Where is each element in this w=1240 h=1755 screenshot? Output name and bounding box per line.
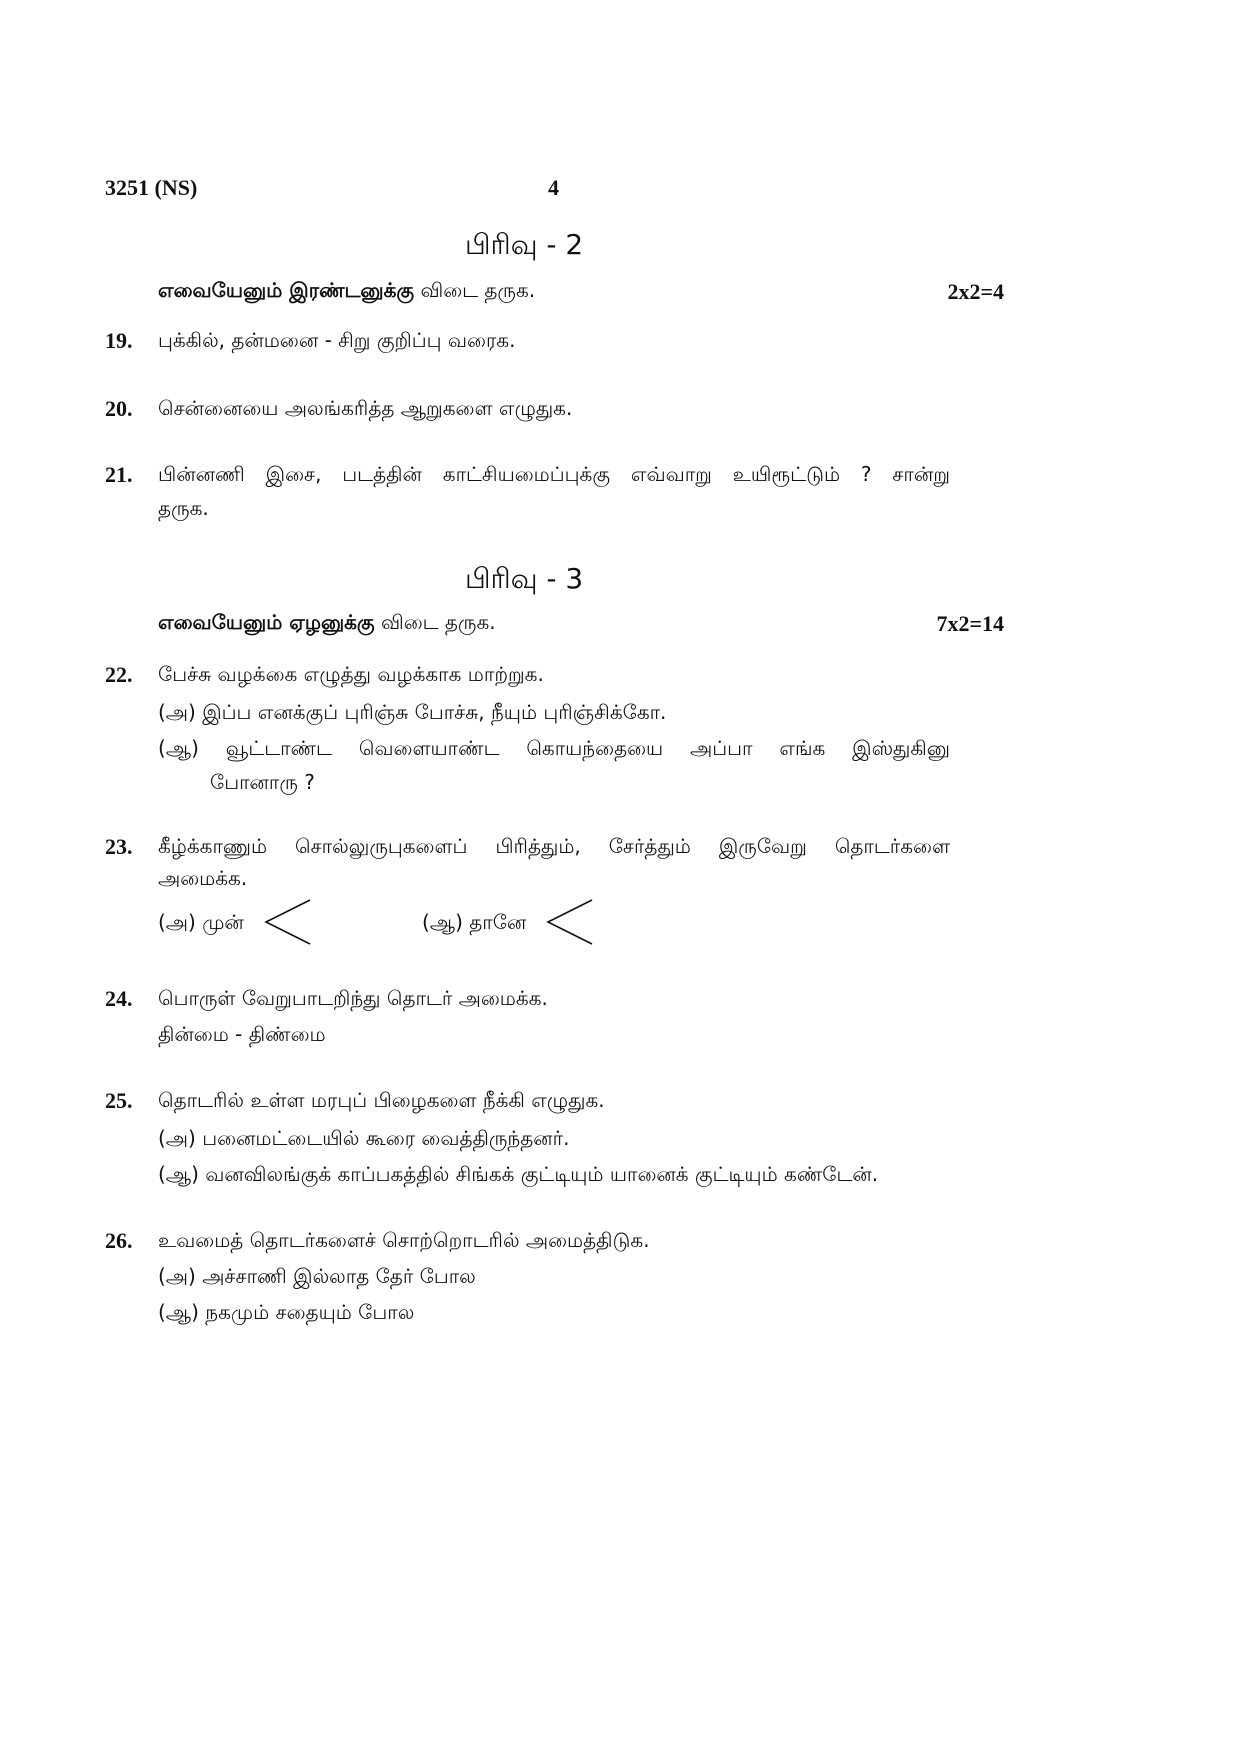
split-bracket-icon <box>262 898 312 946</box>
section-2-instruction-bold: எவையேனும் இரண்டனுக்கு <box>158 278 415 302</box>
paper-code: 3251 (NS) <box>105 175 198 200</box>
bracket-line <box>266 900 310 944</box>
question-number: 26. <box>105 1228 133 1253</box>
question-text-line: தருக. <box>158 496 209 520</box>
section-3-instruction-rest: விடை தருக. <box>374 610 496 634</box>
section-2-instruction <box>158 278 535 305</box>
section-3-title: பிரிவு - 3 <box>465 562 584 595</box>
sub-question-line: (ஆ) வூட்டாண்ட வெளையாண்ட கொயந்தையை அப்பா எங்க இஸ்துகினு <box>158 736 950 760</box>
question-number: 25. <box>105 1088 133 1113</box>
question-number: 24. <box>105 986 133 1011</box>
question-text: சென்னையை அலங்கரித்த ஆறுகளை எழுதுக. <box>158 396 573 420</box>
section-2-title: பிரிவு - 2 <box>465 228 584 261</box>
question-text: புக்கில், தன்மனை - சிறு குறிப்பு வரைக. <box>158 328 516 352</box>
question-number: 23. <box>105 834 133 859</box>
question-text-line: பின்னணி இசை, படத்தின் காட்சியமைப்புக்கு எவ்வாறு உயிரூட்டும் ? சான்று <box>158 462 950 486</box>
question-text-line: அமைக்க. <box>158 866 248 890</box>
sub-question: (ஆ) நகமும் சதையும் போல <box>158 1300 415 1324</box>
question-number: 22. <box>105 662 133 687</box>
sub-question: (ஆ) தானே <box>422 910 527 934</box>
word-pair: தின்மை - திண்மை <box>158 1022 326 1046</box>
section-3-marks: 7x2=14 <box>936 611 1004 636</box>
question-number: 19. <box>105 328 133 353</box>
sub-question: (அ) முன் <box>158 910 244 934</box>
bracket-line <box>548 900 592 944</box>
question-number: 21. <box>105 462 133 487</box>
section-3-instruction-bold: எவையேனும் ஏழனுக்கு <box>158 610 375 634</box>
page-number: 4 <box>548 175 559 200</box>
question-number: 20. <box>105 396 133 421</box>
sub-question: (அ) இப்ப எனக்குப் புரிஞ்சு போச்சு, நீயும் புரிஞ்சிக்கோ. <box>158 700 667 724</box>
split-bracket-icon <box>544 898 594 946</box>
section-2-instruction-rest: விடை தருக. <box>414 278 536 302</box>
sub-question-line: போனாரு ? <box>210 770 315 794</box>
section-2-marks: 2x2=4 <box>947 279 1004 304</box>
sub-question: (அ) பனைமட்டையில் கூரை வைத்திருந்தனர். <box>158 1126 570 1150</box>
question-text: பொருள் வேறுபாடறிந்து தொடர் அமைக்க. <box>158 986 548 1010</box>
question-text: பேச்சு வழக்கை எழுத்து வழக்காக மாற்றுக. <box>158 662 544 686</box>
sub-question: (ஆ) வனவிலங்குக் காப்பகத்தில் சிங்கக் குட்டியும் யானைக் குட்டியும் கண்டேன். <box>158 1162 879 1186</box>
question-text: உவமைத் தொடர்களைச் சொற்றொடரில் அமைத்திடுக. <box>158 1228 650 1252</box>
question-text: தொடரில் உள்ள மரபுப் பிழைகளை நீக்கி எழுதுக. <box>158 1088 605 1112</box>
sub-question: (அ) அச்சாணி இல்லாத தேர் போல <box>158 1264 476 1288</box>
section-3-instruction <box>158 610 496 637</box>
question-text-line: கீழ்க்காணும் சொல்லுருபுகளைப் பிரித்தும், சேர்த்தும் இருவேறு தொடர்களை <box>158 834 950 858</box>
